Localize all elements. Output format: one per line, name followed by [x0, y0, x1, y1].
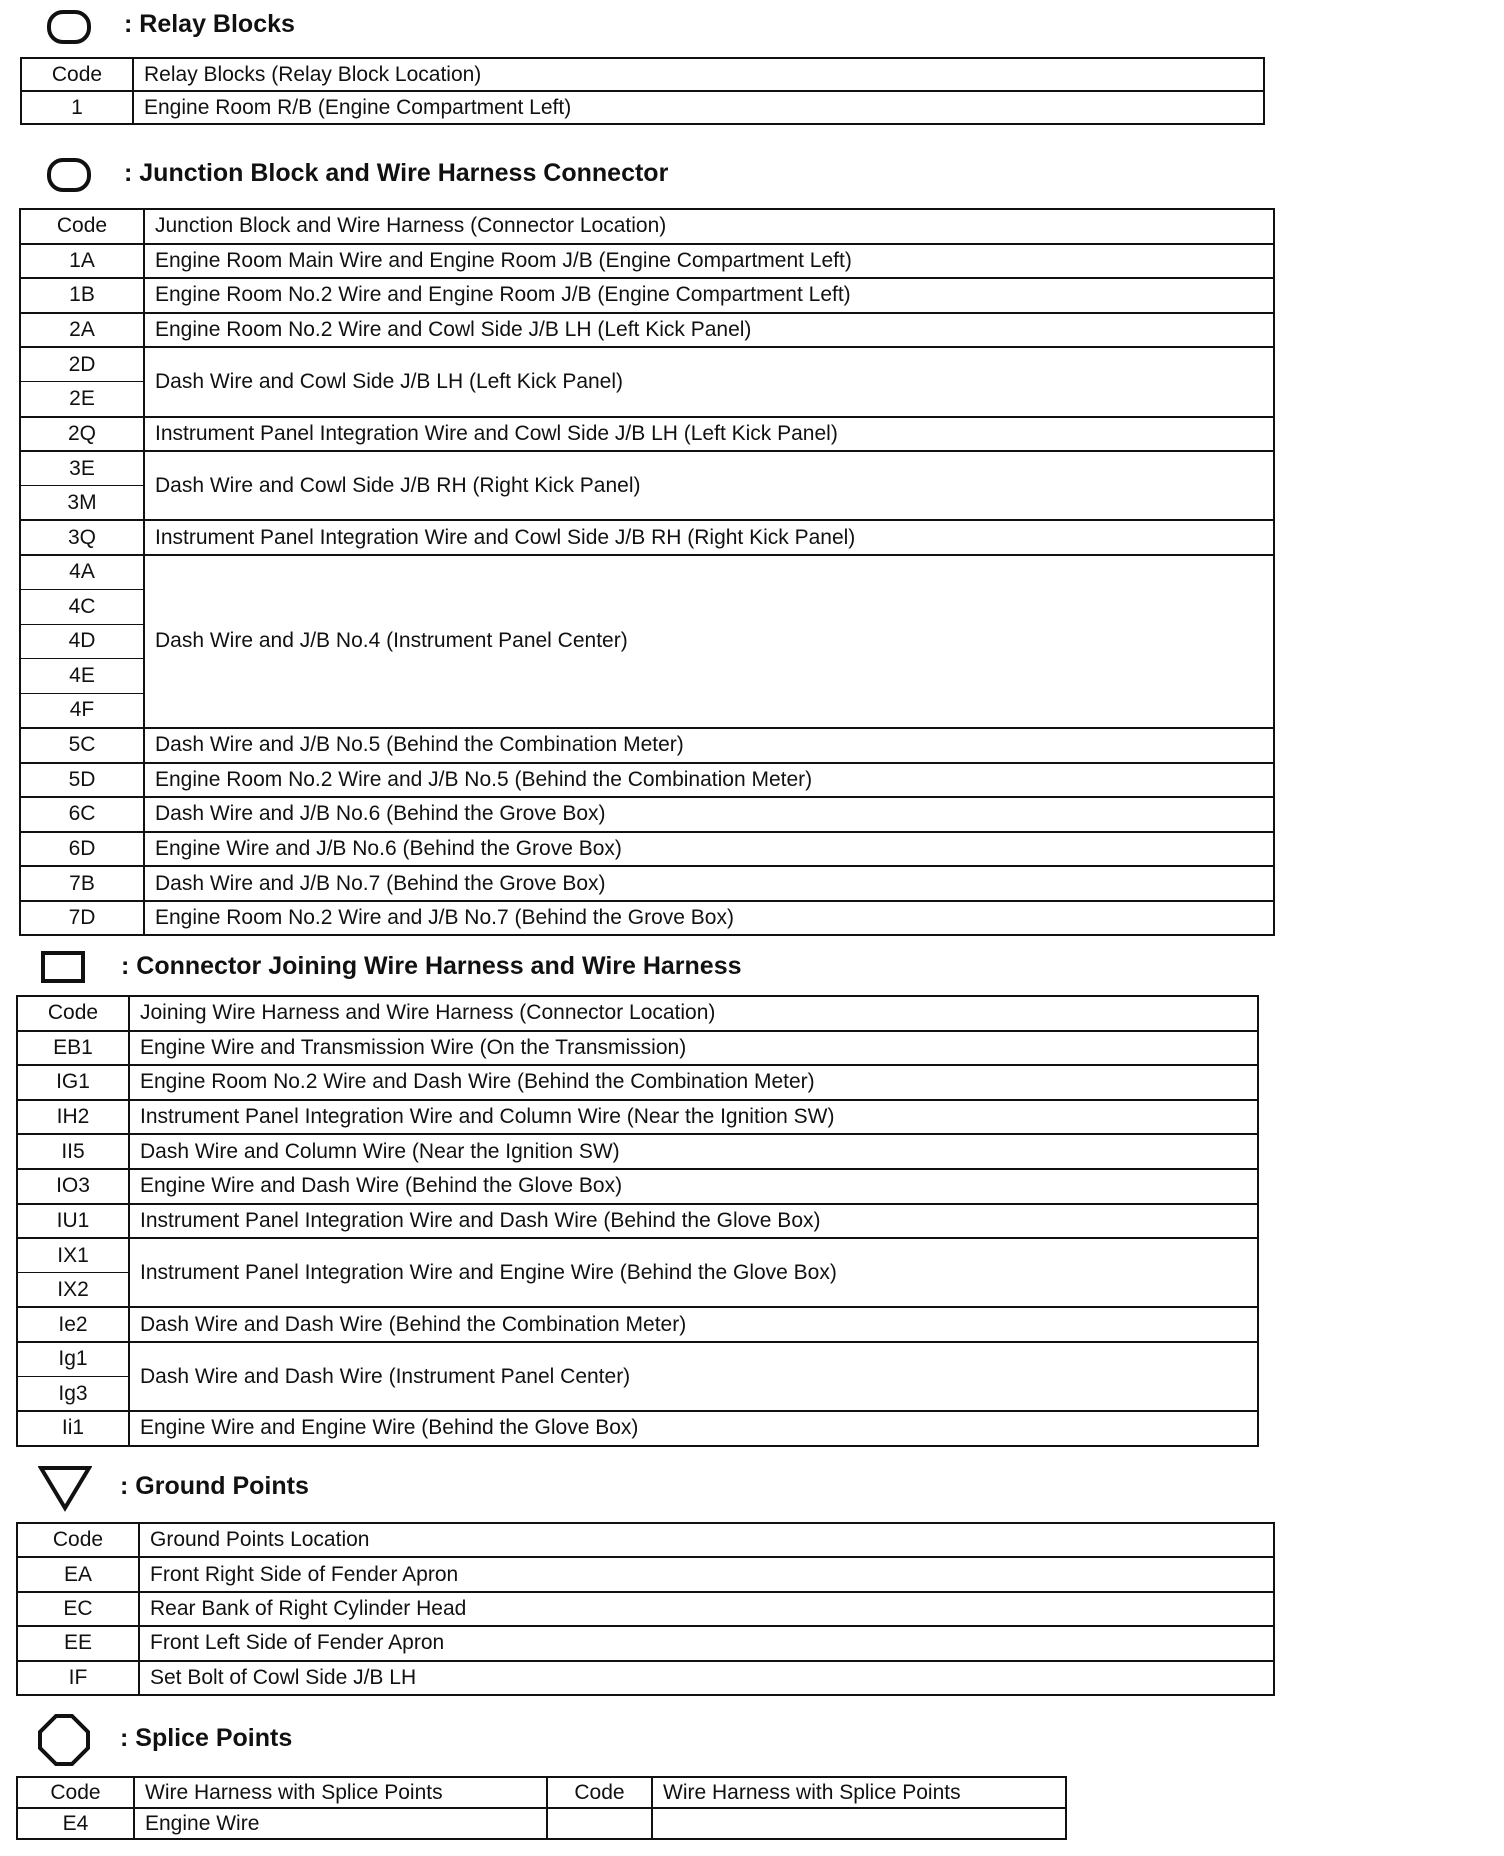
location-header: Relay Blocks (Relay Block Location)	[133, 58, 1264, 91]
code-header: Code	[547, 1777, 652, 1808]
code-cell: EB1	[17, 1031, 129, 1066]
table-row	[17, 1031, 1258, 1066]
table-row	[20, 520, 1274, 555]
relay-blocks-title: : Relay Blocks	[124, 10, 295, 38]
location-cell: Front Right Side of Fender Apron	[139, 1557, 1274, 1591]
table-row	[17, 1204, 1258, 1239]
location-cell: Engine Wire and Dash Wire (Behind the Glove Box)	[129, 1169, 1258, 1204]
location-cell: Dash Wire and Cowl Side J/B RH (Right Kick Panel)	[144, 451, 1274, 520]
code-cell: 5D	[20, 763, 144, 798]
location-cell: Dash Wire and Column Wire (Near the Ignition SW)	[129, 1134, 1258, 1169]
table-header-row	[17, 996, 1258, 1031]
location-cell: Engine Wire and Transmission Wire (On the Transmission)	[129, 1031, 1258, 1066]
wire-harness-cell	[652, 1808, 1066, 1839]
location-cell: Set Bolt of Cowl Side J/B LH	[139, 1661, 1274, 1695]
code-cell: E4	[17, 1808, 134, 1839]
code-cell: 2D	[20, 347, 144, 382]
table-header-row	[20, 209, 1274, 244]
code-cell: Ii1	[17, 1411, 129, 1446]
location-cell: Instrument Panel Integration Wire and Engine Wire (Behind the Glove Box)	[129, 1238, 1258, 1307]
table-row	[17, 1808, 1066, 1839]
table-row	[20, 313, 1274, 348]
connector-symbol-icon	[40, 948, 86, 986]
code-cell: 4A	[20, 555, 144, 590]
code-cell: IX2	[17, 1273, 129, 1308]
relay-block-symbol-icon	[46, 8, 92, 46]
location-cell: Dash Wire and J/B No.5 (Behind the Combination Meter)	[144, 728, 1274, 763]
code-cell: 3M	[20, 486, 144, 521]
code-cell: 3E	[20, 451, 144, 486]
table-row	[17, 1065, 1258, 1100]
code-cell: 7D	[20, 901, 144, 936]
code-cell: 3Q	[20, 520, 144, 555]
code-cell: 1A	[20, 244, 144, 279]
code-cell: IX1	[17, 1238, 129, 1273]
location-cell: Dash Wire and J/B No.4 (Instrument Panel Center)	[144, 555, 1274, 728]
code-header: Code	[17, 996, 129, 1031]
code-cell: II5	[17, 1134, 129, 1169]
code-cell: 5C	[20, 728, 144, 763]
location-cell: Front Left Side of Fender Apron	[139, 1626, 1274, 1660]
splice-point-circle-icon	[36, 1712, 92, 1768]
table-row	[21, 91, 1264, 124]
location-cell: Instrument Panel Integration Wire and Dash Wire (Behind the Glove Box)	[129, 1204, 1258, 1239]
table-header-row	[21, 58, 1264, 91]
location-cell: Dash Wire and J/B No.7 (Behind the Grove Box)	[144, 866, 1274, 901]
table-row	[20, 278, 1274, 313]
table-row	[20, 901, 1274, 936]
splice-points-title: : Splice Points	[120, 1724, 293, 1752]
code-header: Code	[21, 58, 133, 91]
code-cell: IF	[17, 1661, 139, 1695]
location-cell: Engine Wire and Engine Wire (Behind the Glove Box)	[129, 1411, 1258, 1446]
location-cell: Engine Room No.2 Wire and Cowl Side J/B LH (Left Kick Panel)	[144, 313, 1274, 348]
table-row	[17, 1342, 1258, 1377]
location-cell: Engine Room Main Wire and Engine Room J/B (Engine Compartment Left)	[144, 244, 1274, 279]
table-row	[17, 1169, 1258, 1204]
location-cell: Instrument Panel Integration Wire and Cowl Side J/B RH (Right Kick Panel)	[144, 520, 1274, 555]
wire-harness-header: Wire Harness with Splice Points	[652, 1777, 1066, 1808]
code-cell: EC	[17, 1592, 139, 1626]
code-cell: 6C	[20, 797, 144, 832]
code-cell: 1	[21, 91, 133, 124]
code-cell: 4F	[20, 693, 144, 728]
code-cell: Ig3	[17, 1377, 129, 1412]
table-row	[17, 1592, 1274, 1626]
table-header-row	[17, 1523, 1274, 1557]
location-cell: Dash Wire and Cowl Side J/B LH (Left Kick Panel)	[144, 347, 1274, 416]
splice-points-table	[16, 1776, 1067, 1840]
ground-points-title: : Ground Points	[120, 1472, 309, 1500]
location-cell: Engine Room No.2 Wire and Dash Wire (Behind the Combination Meter)	[129, 1065, 1258, 1100]
junction-block-table	[19, 208, 1275, 936]
location-cell: Engine Room No.2 Wire and Engine Room J/B (Engine Compartment Left)	[144, 278, 1274, 313]
code-cell: Ie2	[17, 1307, 129, 1342]
ground-point-triangle-icon	[38, 1464, 92, 1512]
code-cell: Ig1	[17, 1342, 129, 1377]
code-header: Code	[17, 1523, 139, 1557]
table-row	[17, 1626, 1274, 1660]
wire-harness-cell: Engine Wire	[134, 1808, 547, 1839]
code-cell: 7B	[20, 866, 144, 901]
table-row	[20, 728, 1274, 763]
location-cell: Instrument Panel Integration Wire and Column Wire (Near the Ignition SW)	[129, 1100, 1258, 1135]
code-header: Code	[20, 209, 144, 244]
location-header: Junction Block and Wire Harness (Connector Location)	[144, 209, 1274, 244]
wire-harness-header: Wire Harness with Splice Points	[134, 1777, 547, 1808]
table-row	[17, 1557, 1274, 1591]
code-header: Code	[17, 1777, 134, 1808]
table-row	[20, 866, 1274, 901]
table-row	[20, 451, 1274, 486]
code-cell: IO3	[17, 1169, 129, 1204]
table-header-row	[17, 1777, 1066, 1808]
location-cell: Engine Room R/B (Engine Compartment Left)	[133, 91, 1264, 124]
location-cell: Rear Bank of Right Cylinder Head	[139, 1592, 1274, 1626]
table-row	[17, 1411, 1258, 1446]
connector-table	[16, 995, 1259, 1447]
location-cell: Dash Wire and Dash Wire (Instrument Panel Center)	[129, 1342, 1258, 1411]
code-cell: 2E	[20, 382, 144, 417]
code-cell: 1B	[20, 278, 144, 313]
code-cell: 2Q	[20, 417, 144, 452]
connector-title: : Connector Joining Wire Harness and Wire Harness	[121, 952, 742, 980]
table-row	[20, 832, 1274, 867]
location-cell: Engine Room No.2 Wire and J/B No.5 (Behind the Combination Meter)	[144, 763, 1274, 798]
table-row	[17, 1100, 1258, 1135]
code-cell: 2A	[20, 313, 144, 348]
location-cell: Engine Wire and J/B No.6 (Behind the Grove Box)	[144, 832, 1274, 867]
code-cell	[547, 1808, 652, 1839]
code-cell: 4E	[20, 659, 144, 694]
code-cell: IU1	[17, 1204, 129, 1239]
code-cell: EE	[17, 1626, 139, 1660]
table-row	[17, 1134, 1258, 1169]
table-row	[17, 1661, 1274, 1695]
location-cell: Dash Wire and Dash Wire (Behind the Combination Meter)	[129, 1307, 1258, 1342]
code-cell: 6D	[20, 832, 144, 867]
junction-block-title: : Junction Block and Wire Harness Connector	[124, 159, 669, 187]
code-cell: EA	[17, 1557, 139, 1591]
location-cell: Instrument Panel Integration Wire and Cowl Side J/B LH (Left Kick Panel)	[144, 417, 1274, 452]
table-row	[20, 417, 1274, 452]
location-cell: Engine Room No.2 Wire and J/B No.7 (Behind the Grove Box)	[144, 901, 1274, 936]
code-cell: IH2	[17, 1100, 129, 1135]
table-row	[20, 763, 1274, 798]
code-cell: 4C	[20, 590, 144, 625]
location-header: Joining Wire Harness and Wire Harness (Connector Location)	[129, 996, 1258, 1031]
code-cell: IG1	[17, 1065, 129, 1100]
relay-blocks-table	[20, 57, 1265, 125]
code-cell: 4D	[20, 624, 144, 659]
table-row	[17, 1238, 1258, 1273]
table-row	[20, 347, 1274, 382]
location-cell: Dash Wire and J/B No.6 (Behind the Grove Box)	[144, 797, 1274, 832]
junction-block-symbol-icon	[46, 156, 92, 194]
ground-points-table	[16, 1522, 1275, 1696]
location-header: Ground Points Location	[139, 1523, 1274, 1557]
table-row	[20, 244, 1274, 279]
table-row	[20, 555, 1274, 590]
table-row	[17, 1307, 1258, 1342]
table-row	[20, 797, 1274, 832]
